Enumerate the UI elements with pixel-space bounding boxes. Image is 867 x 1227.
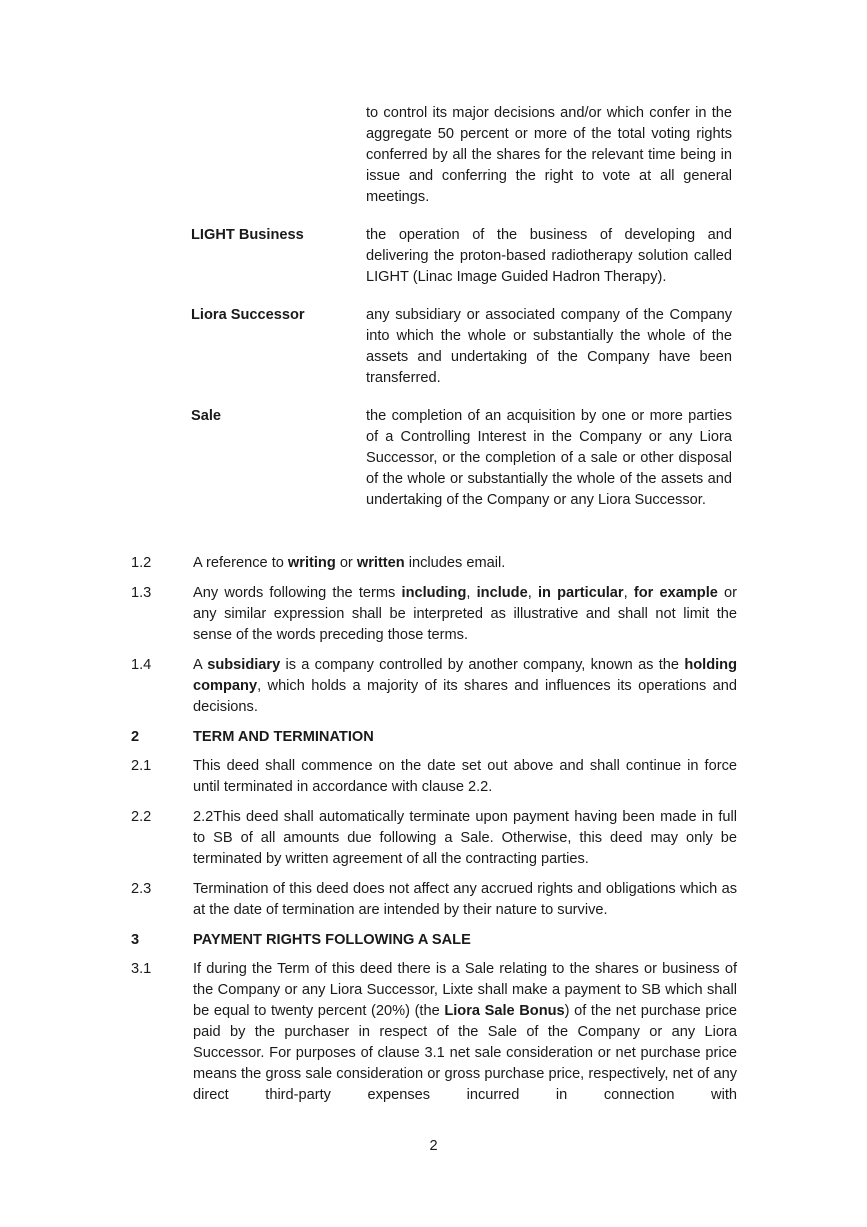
clause-number: 1.3 — [131, 585, 152, 601]
bold-term: include — [476, 585, 528, 601]
text: , — [527, 585, 538, 601]
section-title: PAYMENT RIGHTS FOLLOWING A SALE — [193, 932, 471, 948]
text: , — [623, 585, 634, 601]
definition-text: any subsidiary or associated company of the Company into which the whole or substantially the whole of the assets and undertaking of the Company have been transferred. — [366, 307, 732, 386]
clause-text: 2.2This deed shall automatically terminate upon payment having been made in full to SB of all amounts due following a Sale. Otherwise, this deed may only be terminated by written agreement of all the contracting parties. — [193, 809, 737, 867]
definition-term: Sale — [191, 408, 222, 424]
definition-liora-successor — [191, 305, 733, 389]
clause-number: 2.1 — [131, 758, 152, 774]
text: If during the Term of this deed there is a Sale relating to the shares or business of the Company or any Liora Successor, Lixte shall make a payment to SB which shall be equal to twenty percent (20%) (the — [193, 961, 737, 1019]
definition-continuation — [191, 103, 733, 208]
text: is a company controlled by another company, known as the — [280, 657, 685, 673]
clause-3-1 — [131, 959, 737, 1106]
bold-term: including — [401, 585, 467, 601]
definition-term: Liora Successor — [191, 307, 305, 323]
clause-number: 1.2 — [131, 555, 152, 571]
clause-text — [193, 583, 737, 646]
definition-term: LIGHT Business — [191, 227, 304, 243]
clause-2-1 — [131, 756, 737, 798]
bold-term: written — [356, 555, 405, 571]
definitions-list — [191, 103, 733, 528]
definition-text: the completion of an acquisition by one or more parties of a Controlling Interest in the Company or any Liora Successor, or the completion of a sale or other disposal of the whole or substantially the whole of the assets and undertaking of the Company or any Liora Successor. — [366, 408, 732, 508]
clause-text — [193, 959, 737, 1106]
clauses-list — [131, 553, 737, 1115]
text: or any similar expression shall be interpreted as illustrative and shall not limit the sense of the words preceding those terms. — [193, 585, 738, 643]
definition-light-business — [191, 225, 733, 288]
clause-number: 2.3 — [131, 881, 152, 897]
text: , — [466, 585, 477, 601]
section-number: 2 — [131, 729, 140, 745]
text: A reference to — [193, 555, 288, 571]
text: ) of the net purchase price paid by the purchaser in respect of the Sale of the Company or any Liora Successor. For purposes of clause 3.1 net sale consideration or net purchase price means the gross sale consideration or gross purchase price, respectively, net of any direct third-party expenses incurred in connection with — [193, 1003, 737, 1103]
clause-1-4 — [131, 655, 737, 718]
clause-text: This deed shall commence on the date set out above and shall continue in force until terminated in accordance with clause 2.2. — [193, 758, 737, 795]
section-heading-2 — [131, 727, 737, 748]
clause-2-2 — [131, 807, 737, 870]
page-number: 2 — [429, 1138, 438, 1154]
clause-number: 3.1 — [131, 961, 152, 977]
definition-sale — [191, 406, 733, 511]
text: includes email. — [404, 555, 506, 571]
section-title: TERM AND TERMINATION — [193, 729, 374, 745]
clause-1-3 — [131, 583, 737, 646]
bold-term: in particular — [537, 585, 624, 601]
clause-text: Termination of this deed does not affect any accrued rights and obligations which as at the date of termination are intended by their nature to survive. — [193, 881, 737, 918]
bold-term: holding company — [193, 657, 737, 694]
bold-term: subsidiary — [207, 657, 281, 673]
clause-1-2 — [131, 553, 737, 574]
text: Any words following the terms — [193, 585, 402, 601]
clause-2-3 — [131, 879, 737, 921]
bold-term: Liora Sale Bonus — [444, 1003, 565, 1019]
definition-text: the operation of the business of developing and delivering the proton-based radiotherapy solution called LIGHT (Linac Image Guided Hadron Therapy). — [366, 227, 732, 285]
text: A — [193, 657, 208, 673]
clause-number: 2.2 — [131, 809, 152, 825]
bold-term: for example — [633, 585, 718, 601]
clause-text — [193, 553, 737, 574]
section-number: 3 — [131, 932, 140, 948]
definition-text: to control its major decisions and/or which confer in the aggregate 50 percent or more of the total voting rights conferred by all the shares for the relevant time being in issue and conferring the right to vote at all general meetings. — [366, 105, 732, 205]
text: , which holds a majority of its shares and influences its operations and decisions. — [193, 678, 737, 715]
section-heading-3 — [131, 930, 737, 951]
bold-term: writing — [287, 555, 336, 571]
clause-number: 1.4 — [131, 657, 152, 673]
clause-text — [193, 655, 737, 718]
text: or — [335, 555, 357, 571]
